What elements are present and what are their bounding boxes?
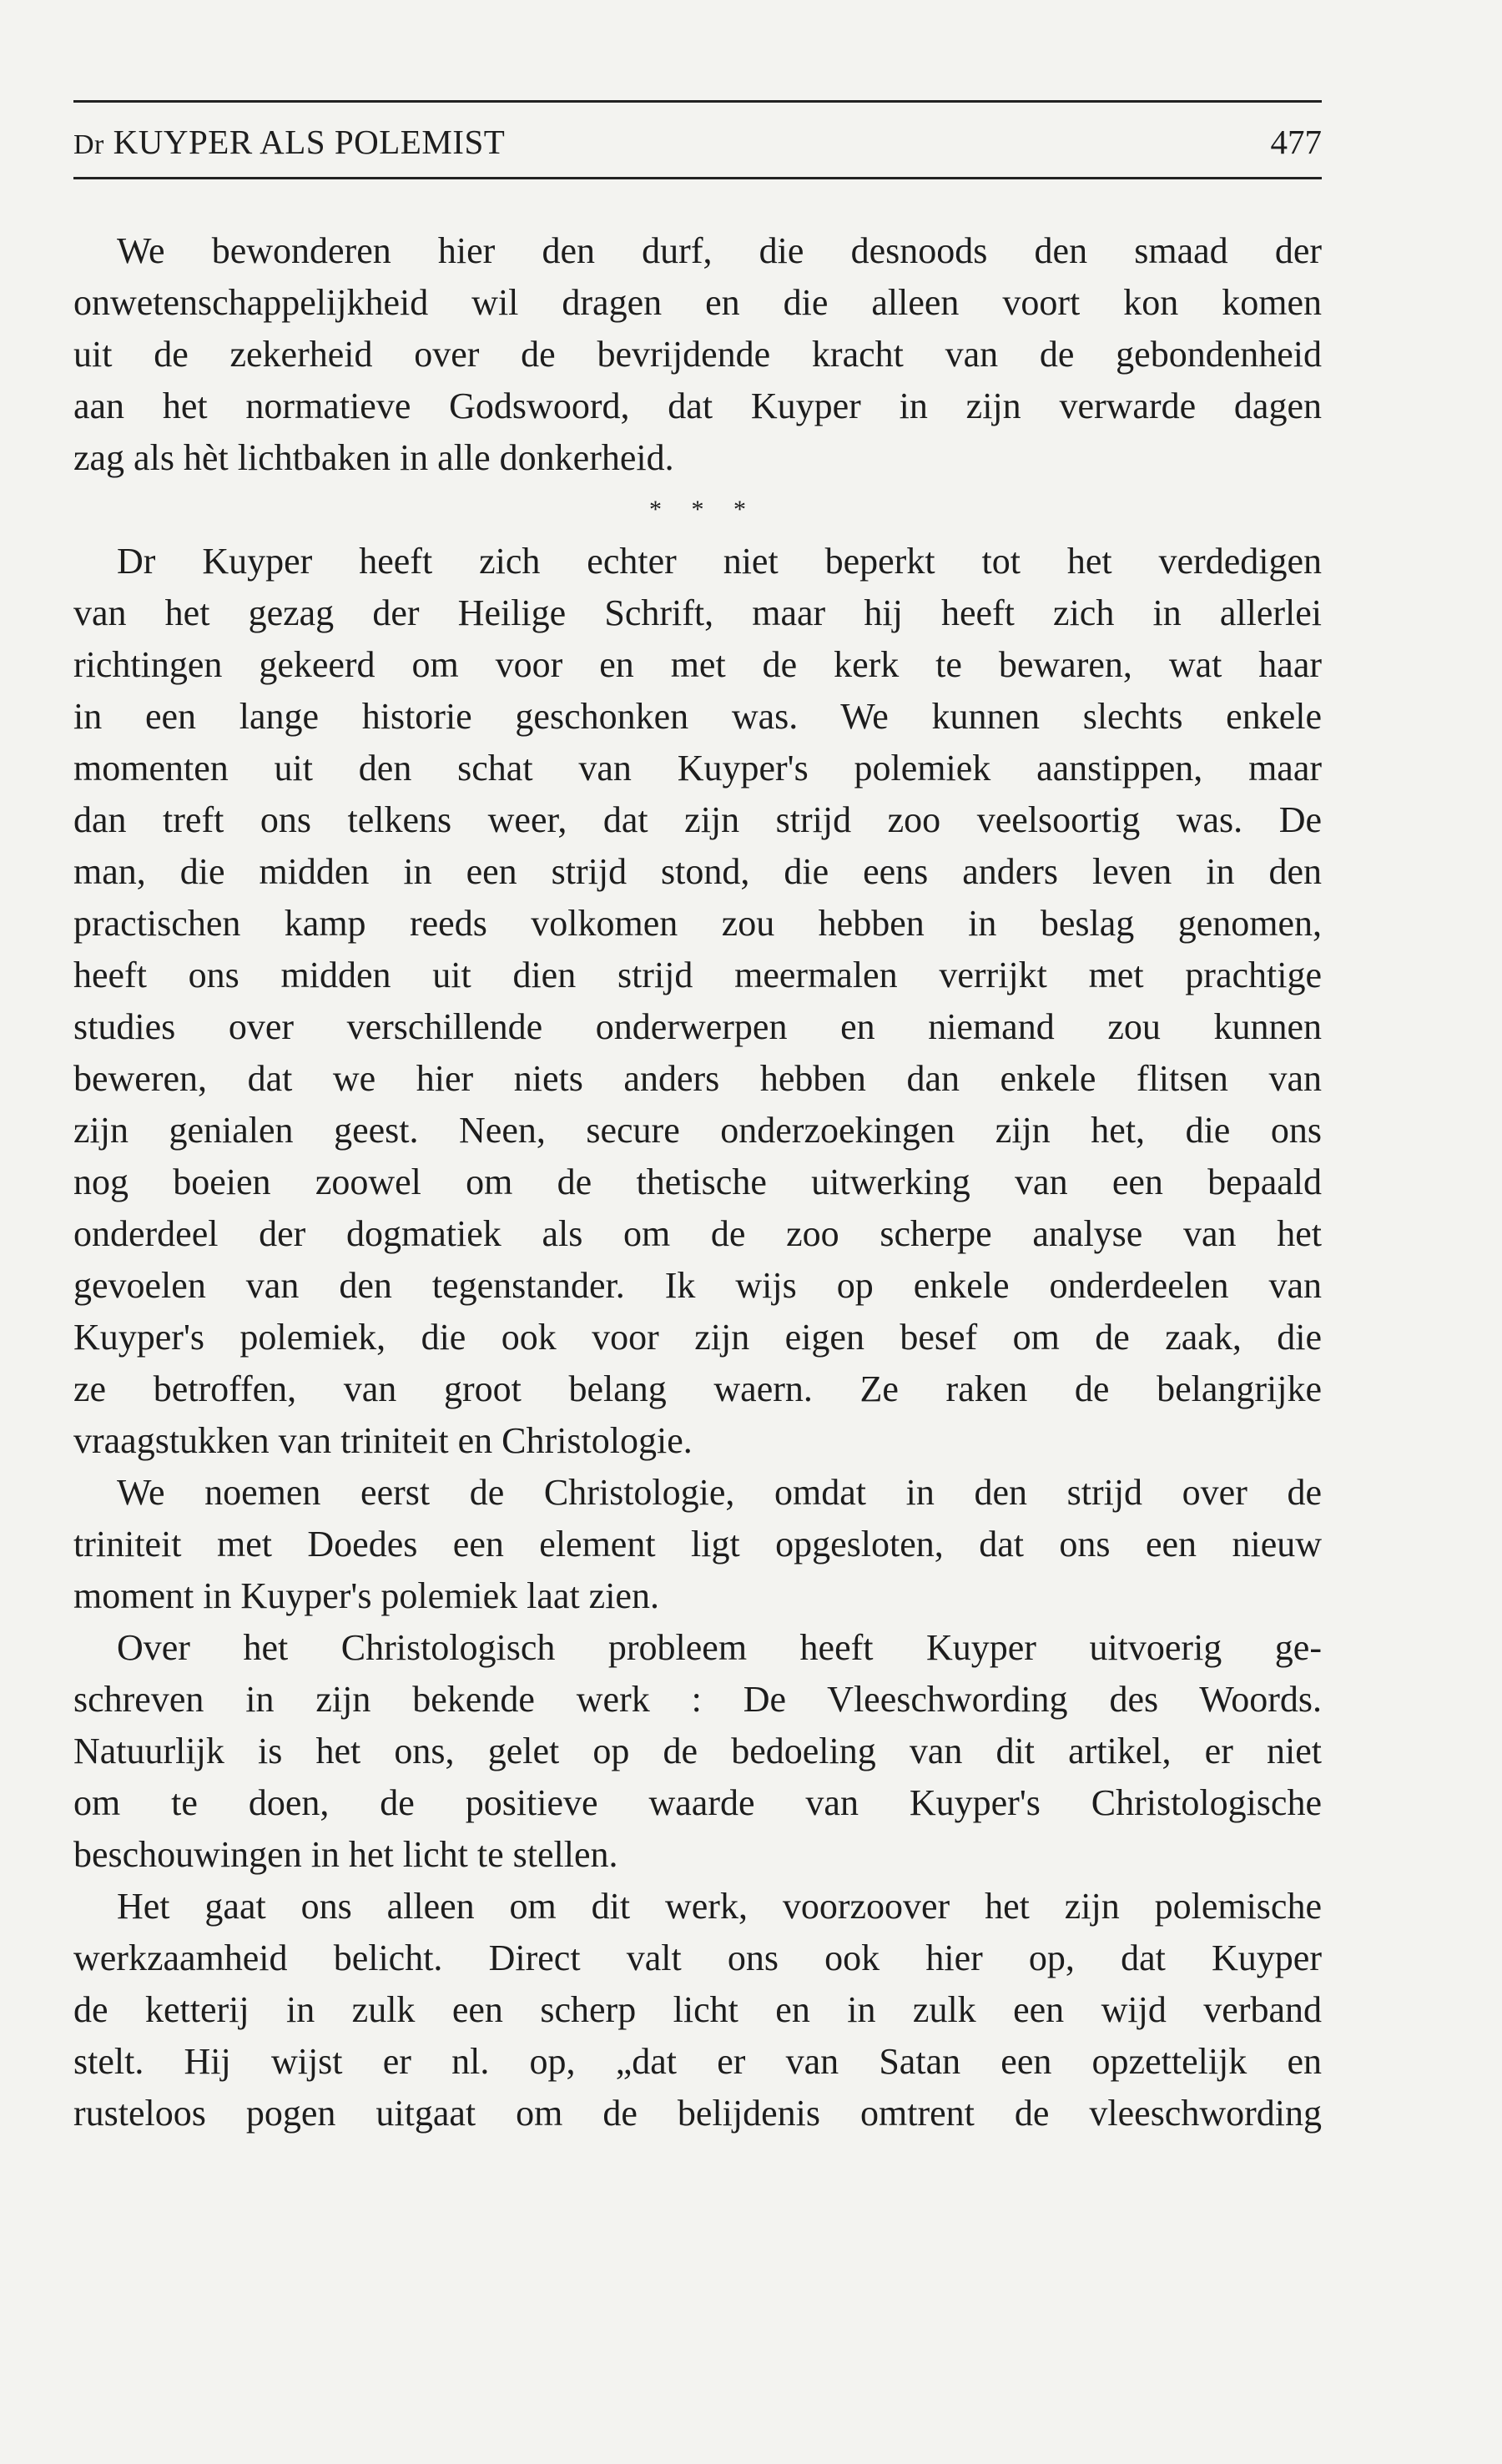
page-number: 477 [1270,123,1322,161]
text-line: Natuurlijk is het ons, gelet op de bedoeling van dit artikel, er niet [73,1731,1322,1771]
running-head [73,122,505,162]
text-line: triniteit met Doedes een element ligt opgesloten, dat ons een nieuw [73,1524,1322,1565]
header-top-rule [73,100,1322,103]
text-line: dan treft ons telkens weer, dat zijn strijd zoo veelsoortig was. De [73,799,1322,840]
text-line: We bewonderen hier den durf, die desnoods den smaad der [117,230,1322,271]
paragraph [73,225,1322,484]
text-line: aan het normatieve Godswoord, dat Kuyper in zijn verwarde dagen [73,385,1322,426]
running-head-title: KUYPER ALS POLEMIST [113,123,506,161]
text-line: man, die midden in een strijd stond, die eens anders leven in den [73,851,1322,892]
text-line: in een lange historie geschonken was. We kunnen slechts enkele [73,696,1322,737]
text-line: zag als hèt lichtbaken in alle donkerheid. [73,437,674,478]
text-line: ze betroffen, van groot belang waern. Ze raken de belangrijke [73,1368,1322,1409]
text-line: vraagstukken van triniteit en Christologie. [73,1420,693,1461]
page-header [73,100,1322,184]
text-line: studies over verschillende onderwerpen en niemand zou kunnen [73,1006,1322,1047]
section-separator: * * * [649,496,758,523]
paragraph [73,1881,1322,2139]
text-line: heeft ons midden uit dien strijd meermalen verrijkt met prachtige [73,955,1322,995]
text-line: om te doen, de positieve waarde van Kuyper's Christologische [73,1782,1322,1823]
header-bottom-rule [73,177,1322,179]
text-line: We noemen eerst de Christologie, omdat in den strijd over de [117,1472,1322,1513]
text-line: werkzaamheid belicht. Direct valt ons ook hier op, dat Kuyper [73,1937,1322,1978]
text-line: nog boeien zoowel om de thetische uitwerking van een bepaald [73,1161,1322,1202]
text-line: rusteloos pogen uitgaat om de belijdenis omtrent de vleeschwording [73,2093,1322,2134]
paragraph [73,1622,1322,1881]
paragraph [73,536,1322,1467]
text-line: de ketterij in zulk een scherp licht en in zulk een wijd verband [73,1989,1322,2030]
text-line: zijn genialen geest. Neen, secure onderzoekingen zijn het, die ons [73,1110,1322,1151]
text-line: uit de zekerheid over de bevrijdende kracht van de gebondenheid [73,334,1322,375]
text-line: onwetenschappelijkheid wil dragen en die alleen voort kon komen [73,282,1322,323]
text-line: van het gezag der Heilige Schrift, maar hij heeft zich in allerlei [73,592,1322,633]
text-line: richtingen gekeerd om voor en met de kerk te bewaren, wat haar [73,644,1322,685]
text-line: beweren, dat we hier niets anders hebben dan enkele flitsen van [73,1058,1322,1099]
text-line: practischen kamp reeds volkomen zou hebben in beslag genomen, [73,903,1322,944]
text-line: Over het Christologisch probleem heeft Kuyper uitvoerig ge- [117,1627,1322,1668]
text-line: beschouwingen in het licht te stellen. [73,1834,618,1875]
text-line: Dr Kuyper heeft zich echter niet beperkt tot het verdedigen [117,541,1322,582]
paragraph [73,1467,1322,1622]
text-line: Kuyper's polemiek, die ook voor zijn eigen besef om de zaak, die [73,1317,1322,1358]
text-line: onderdeel der dogmatiek als om de zoo scherpe analyse van het [73,1213,1322,1254]
text-line: gevoelen van den tegenstander. Ik wijs op enkele onderdeelen van [73,1265,1322,1306]
body-text [73,225,1322,2139]
text-line: momenten uit den schat van Kuyper's polemiek aanstippen, maar [73,748,1322,789]
text-line: Het gaat ons alleen om dit werk, voorzoover het zijn polemische [117,1886,1322,1927]
text-line: stelt. Hij wijst er nl. op, „dat er van Satan een opzettelijk en [73,2041,1322,2082]
text-line: schreven in zijn bekende werk : De Vleeschwording des Woords. [73,1679,1322,1720]
running-head-prefix: Dr [73,129,104,160]
text-line: moment in Kuyper's polemiek laat zien. [73,1575,659,1616]
